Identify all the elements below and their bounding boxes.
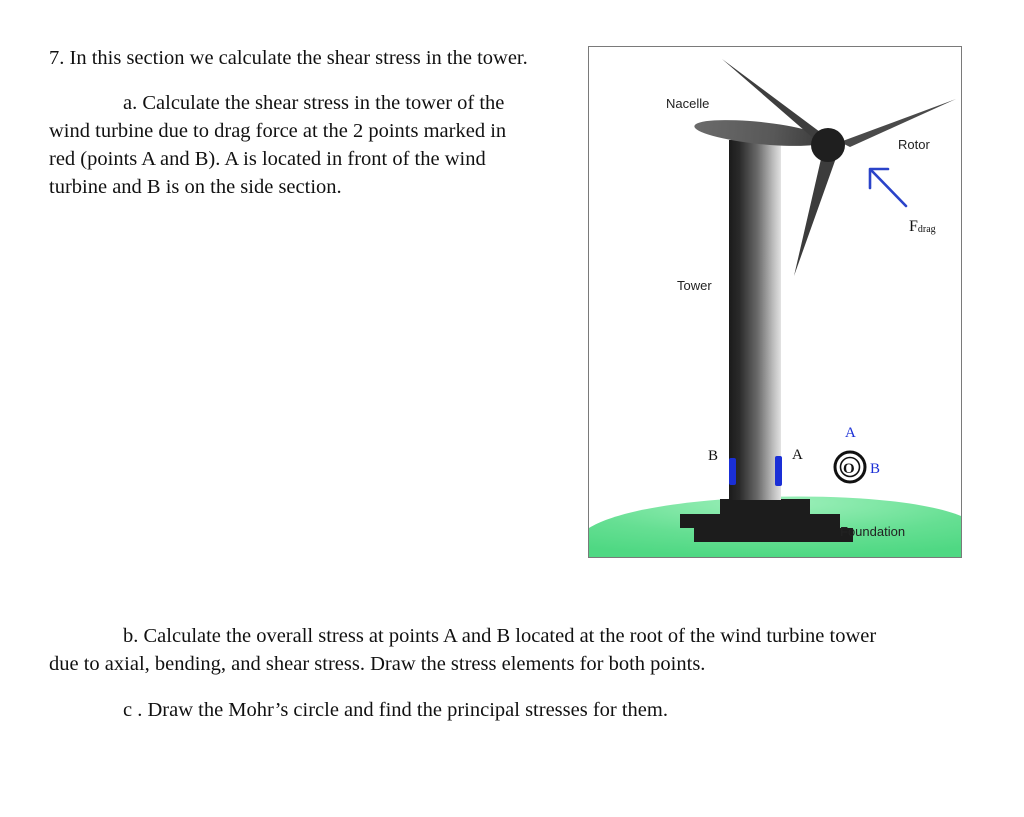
part-a-line-2: wind turbine due to drag force at the 2 points marked in bbox=[49, 120, 507, 142]
f-drag-main: F bbox=[909, 218, 918, 235]
part-a-line-4: turbine and B is on the side section. bbox=[49, 176, 342, 198]
f-drag-subscript: drag bbox=[917, 224, 936, 235]
section-b-label: B bbox=[870, 461, 881, 477]
foundation-label: Foundation bbox=[840, 524, 906, 539]
section-o-label: O bbox=[843, 461, 855, 477]
part-b-line-1: b. Calculate the overall stress at points A and B located at the root of the wind turbine tower bbox=[123, 625, 877, 647]
rotor-label: Rotor bbox=[898, 137, 930, 152]
wind-turbine-figure bbox=[588, 46, 962, 558]
part-a-line-3: red (points A and B). A is located in front of the wind bbox=[49, 148, 486, 170]
part-a-line-1: a. Calculate the shear stress in the tower of the bbox=[123, 92, 505, 114]
point-b-label: B bbox=[708, 448, 719, 464]
part-b-line-2: due to axial, bending, and shear stress. Draw the stress elements for both points. bbox=[49, 653, 706, 675]
point-b-marker bbox=[729, 458, 736, 485]
part-c-line-1: c . Draw the Mohr’s circle and find the principal stresses for them. bbox=[123, 699, 668, 721]
section-a-label: A bbox=[845, 425, 856, 441]
point-a-label: A bbox=[792, 447, 803, 463]
tower bbox=[729, 140, 781, 500]
rotor-hub bbox=[811, 128, 845, 162]
question-heading: 7. In this section we calculate the shear stress in the tower. bbox=[49, 47, 528, 69]
tower-label: Tower bbox=[677, 278, 712, 293]
nacelle-label: Nacelle bbox=[666, 96, 710, 111]
point-a-marker bbox=[775, 456, 782, 486]
